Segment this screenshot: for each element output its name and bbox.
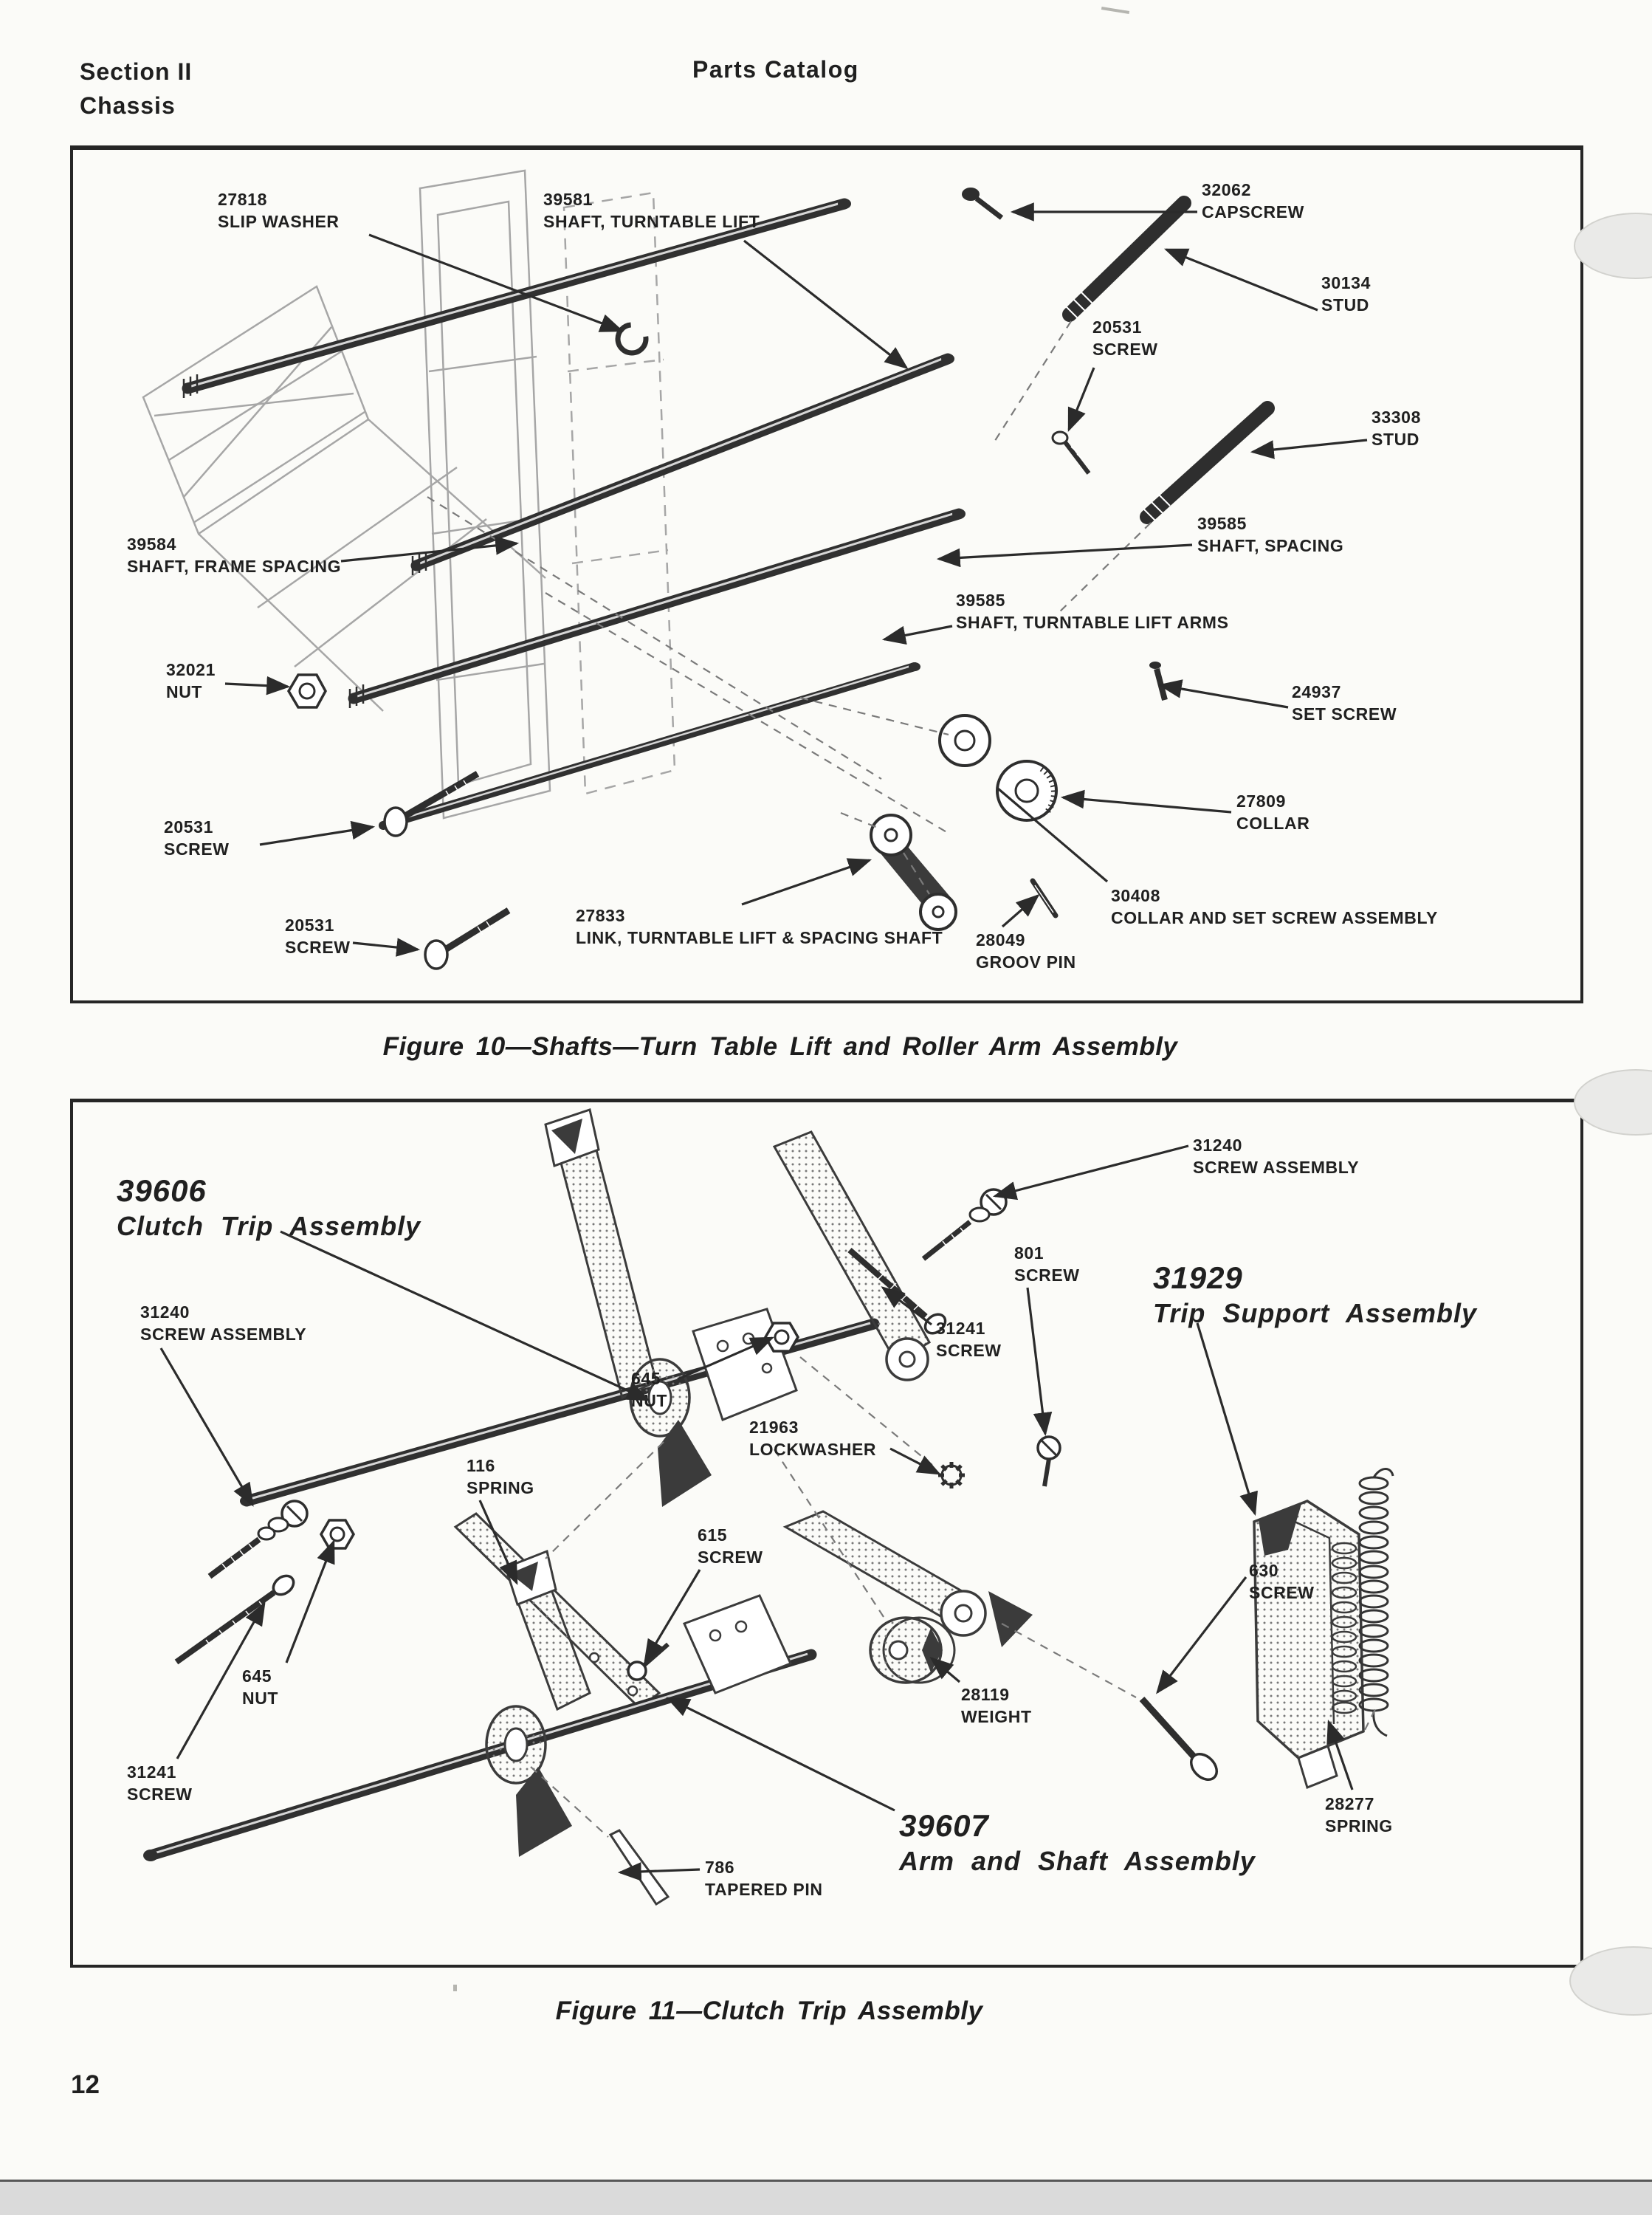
part-name: NUT [242,1689,279,1708]
scan-mark [1101,7,1129,14]
part-label-630-110 [1249,1559,1315,1604]
part-number: 39584 [127,535,176,554]
part-number: 20531 [1092,317,1142,337]
part-number: 33308 [1371,408,1421,427]
part-name: SCREW [127,1785,193,1804]
part-name: CAPSCREW [1202,202,1304,222]
part-name: SHAFT, TURNTABLE LIFT ARMS [956,613,1229,632]
part-label-28049-011 [976,929,1076,973]
part-label-31240-11 [140,1301,306,1345]
part-label-645-115 [242,1665,278,1709]
part-number: 31240 [140,1302,190,1322]
part-name: GROOV PIN [976,952,1076,972]
part-number: 615 [698,1525,728,1545]
page-number: 12 [71,2070,100,2099]
part-name: STUD [1321,295,1370,315]
part-label-20531-04 [1092,316,1158,360]
part-number: 786 [705,1858,735,1877]
part-number: 28049 [976,930,1025,949]
part-number: 31241 [127,1762,176,1782]
part-label-28277-111 [1325,1793,1393,1837]
part-label-39585-015 [1197,512,1343,557]
part-number: 21963 [749,1418,799,1437]
part-label-31241-16 [936,1317,1002,1361]
part-label-39581-01 [543,188,760,233]
part-number: 39585 [1197,514,1247,533]
part-label-20531-08 [164,816,230,860]
part-label-645-12 [631,1367,667,1412]
section-header [80,55,192,123]
scan-bottom-strip [0,2180,1652,2215]
part-number: 20531 [285,916,334,935]
part-name: SLIP WASHER [218,212,340,231]
part-label-27809-014 [1236,790,1309,834]
assembly-heading-39606-10 [117,1172,421,1243]
part-label-801-14 [1014,1242,1080,1286]
assembly-heading-39607-113 [899,1807,1256,1878]
part-number: 27818 [218,190,267,209]
part-name: SHAFT, TURNTABLE LIFT [543,212,760,231]
part-number: 31240 [1193,1136,1242,1155]
part-name: SCREW [1249,1583,1315,1602]
part-number: 39606 [117,1173,207,1208]
figure-11-caption: Figure 11—Clutch Trip Assembly [555,1996,983,2025]
part-name: NUT [631,1391,668,1410]
part-number: 31241 [936,1319,985,1338]
part-number: 39585 [956,591,1005,610]
part-name: SCREW [1092,340,1158,359]
part-name: Trip Support Assembly [1153,1298,1478,1328]
part-name: SCREW [1014,1266,1080,1285]
figure-10-caption: Figure 10—Shafts—Turn Table Lift and Roller Arm Assembly [382,1032,1178,1061]
part-number: 28277 [1325,1794,1374,1813]
part-name: COLLAR [1236,814,1310,833]
part-number: 31929 [1153,1260,1243,1295]
part-name: SCREW [936,1341,1002,1360]
section-line2: Chassis [80,92,176,119]
part-number: 801 [1014,1243,1044,1263]
part-name: WEIGHT [961,1707,1032,1726]
punch-hole-top [1574,213,1652,279]
part-number: 645 [242,1666,272,1686]
part-number: 39607 [899,1808,989,1843]
part-label-28119-112 [961,1683,1032,1728]
page-title: Parts Catalog [692,56,859,83]
part-name: SCREW ASSEMBLY [140,1325,307,1344]
part-number: 27833 [576,906,625,925]
assembly-heading-31929-15 [1153,1260,1477,1330]
part-label-116-18 [467,1455,534,1499]
part-name: Clutch Trip Assembly [117,1211,421,1241]
part-label-615-19 [698,1524,763,1568]
punch-hole-middle [1574,1069,1652,1136]
part-number: 39581 [543,190,593,209]
part-number: 28119 [961,1685,1010,1704]
part-label-24937-013 [1292,681,1397,725]
part-label-32062-02 [1202,179,1304,223]
part-label-39584-06 [127,533,341,577]
part-label-786-114 [705,1856,823,1900]
part-number: 24937 [1292,682,1341,701]
part-name: LINK, TURNTABLE LIFT & SPACING SHAFT [576,928,943,947]
part-number: 27809 [1236,791,1286,811]
part-name: SCREW [285,938,351,957]
part-name: COLLAR AND SET SCREW ASSEMBLY [1111,908,1438,927]
part-label-32021-07 [166,659,216,703]
part-name: SHAFT, SPACING [1197,536,1344,555]
section-line1: Section II [80,58,193,85]
part-name: SCREW [164,839,230,859]
part-number: 32062 [1202,180,1251,199]
part-number: 116 [467,1456,495,1475]
part-name: Arm and Shaft Assembly [899,1846,1256,1876]
part-number: 32021 [166,660,216,679]
part-name: STUD [1371,430,1420,449]
part-name: SCREW [698,1548,763,1567]
part-label-31240-13 [1193,1134,1359,1178]
part-label-33308-05 [1371,406,1421,450]
part-name: NUT [166,682,203,701]
part-name: SHAFT, FRAME SPACING [127,557,342,576]
part-name: SPRING [467,1478,534,1497]
part-label-39585-016 [956,589,1229,633]
part-number: 20531 [164,817,213,837]
part-label-31241-116 [127,1761,193,1805]
part-label-21963-17 [749,1416,876,1460]
part-name: SPRING [1325,1816,1393,1835]
part-name: TAPERED PIN [705,1880,823,1899]
part-label-27833-010 [576,904,943,949]
part-name: SCREW ASSEMBLY [1193,1158,1360,1177]
part-number: 30408 [1111,886,1160,905]
scan-mark [453,1985,457,1991]
part-number: 645 [631,1369,661,1388]
part-label-27818-00 [218,188,340,233]
part-name: LOCKWASHER [749,1440,877,1459]
part-label-30408-012 [1111,885,1438,929]
part-label-20531-09 [285,914,351,958]
part-label-30134-03 [1321,272,1371,316]
part-name: SET SCREW [1292,704,1397,724]
part-number: 630 [1249,1561,1279,1580]
part-number: 30134 [1321,273,1371,292]
